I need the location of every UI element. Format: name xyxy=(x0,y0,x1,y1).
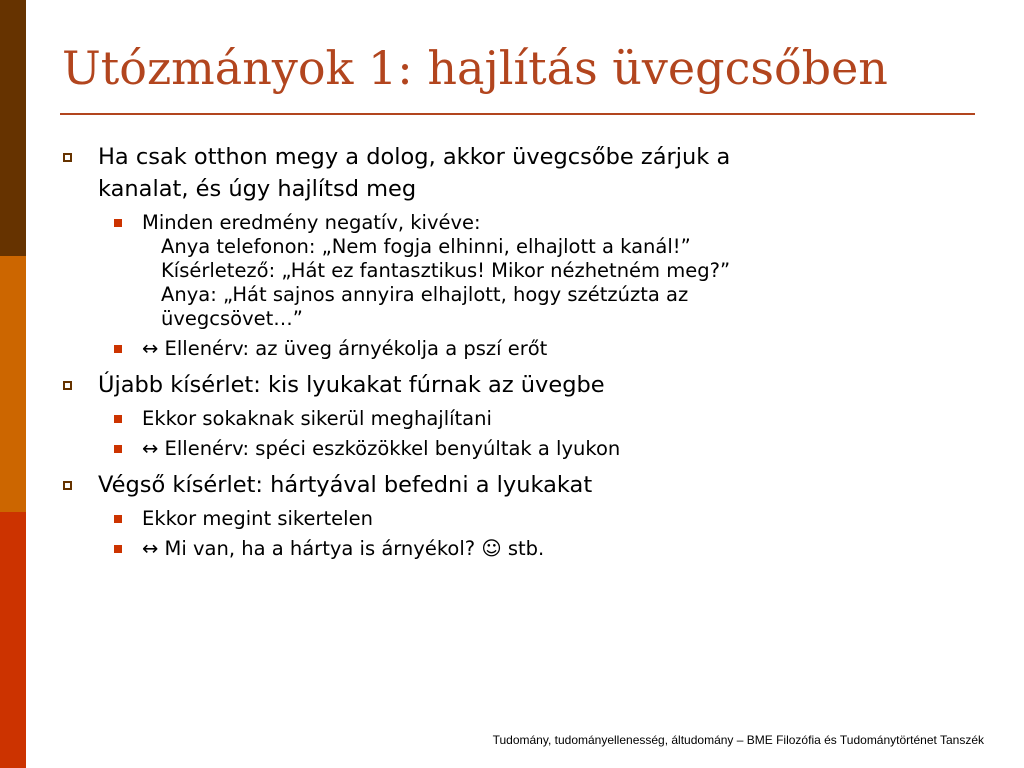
sub-bullet-item xyxy=(58,407,958,431)
sub-bullet-text: Ekkor sokaknak sikerül meghajlítani xyxy=(142,407,492,430)
sub-bullet-text: ↔ Mi van, ha a hártya is árnyékol? ☺ stb. xyxy=(142,537,545,560)
hollow-square-bullet-icon xyxy=(63,381,72,390)
sub-bullet-text: Ekkor megint sikertelen xyxy=(142,507,373,530)
slide-content xyxy=(58,141,958,567)
slide-footer: Tudomány, tudományellenesség, áltudomány – BME Filozófia és Tudománytörténet Tanszék xyxy=(492,733,984,747)
filled-square-bullet-icon xyxy=(114,345,122,353)
sub-bullet-text: ↔ Ellenérv: az üveg árnyékolja a pszí erőt xyxy=(142,337,548,360)
bullet-text-line: Végső kísérlet: hártyával befedni a lyukakat xyxy=(98,472,593,498)
bullet-text-line: Ha csak otthon megy a dolog, akkor üvegcsőbe zárjuk a xyxy=(98,144,731,170)
bullet-text-line: Újabb kísérlet: kis lyukakat fúrnak az üvegbe xyxy=(98,372,605,398)
filled-square-bullet-icon xyxy=(114,415,122,423)
bullet-item xyxy=(58,469,958,501)
sub-bullet-text: ↔ Ellenérv: spéci eszközökkel benyúltak a lyukon xyxy=(142,437,621,460)
sub-bullet-text: Minden eredmény negatív, kivéve: xyxy=(142,211,481,234)
sub-bullet-item xyxy=(58,337,958,361)
sub-bullet-item xyxy=(58,537,958,561)
title-underline xyxy=(60,113,975,115)
side-stripe-bottom xyxy=(0,512,26,768)
bullet-item xyxy=(58,141,958,205)
hollow-square-bullet-icon xyxy=(63,481,72,490)
side-stripe-middle xyxy=(0,256,26,512)
sub-bullet-item xyxy=(58,211,958,331)
quote-line: üvegcsövet…” xyxy=(161,307,303,330)
filled-square-bullet-icon xyxy=(114,219,122,227)
hollow-square-bullet-icon xyxy=(63,153,72,162)
quote-line: Anya telefonon: „Nem fogja elhinni, elhajlott a kanál!” xyxy=(161,235,691,258)
bullet-text-line: kanalat, és úgy hajlítsd meg xyxy=(98,176,417,202)
filled-square-bullet-icon xyxy=(114,515,122,523)
quote-line: Anya: „Hát sajnos annyira elhajlott, hogy szétzúzta az xyxy=(161,283,689,306)
slide-title: Utózmányok 1: hajlítás üvegcsőben xyxy=(62,41,888,95)
filled-square-bullet-icon xyxy=(114,545,122,553)
sub-bullet-item xyxy=(58,507,958,531)
bullet-item xyxy=(58,369,958,401)
sub-bullet-item xyxy=(58,437,958,461)
quote-line: Kísérletező: „Hát ez fantasztikus! Mikor nézhetném meg?” xyxy=(161,259,731,282)
filled-square-bullet-icon xyxy=(114,445,122,453)
side-stripe-top xyxy=(0,0,26,256)
